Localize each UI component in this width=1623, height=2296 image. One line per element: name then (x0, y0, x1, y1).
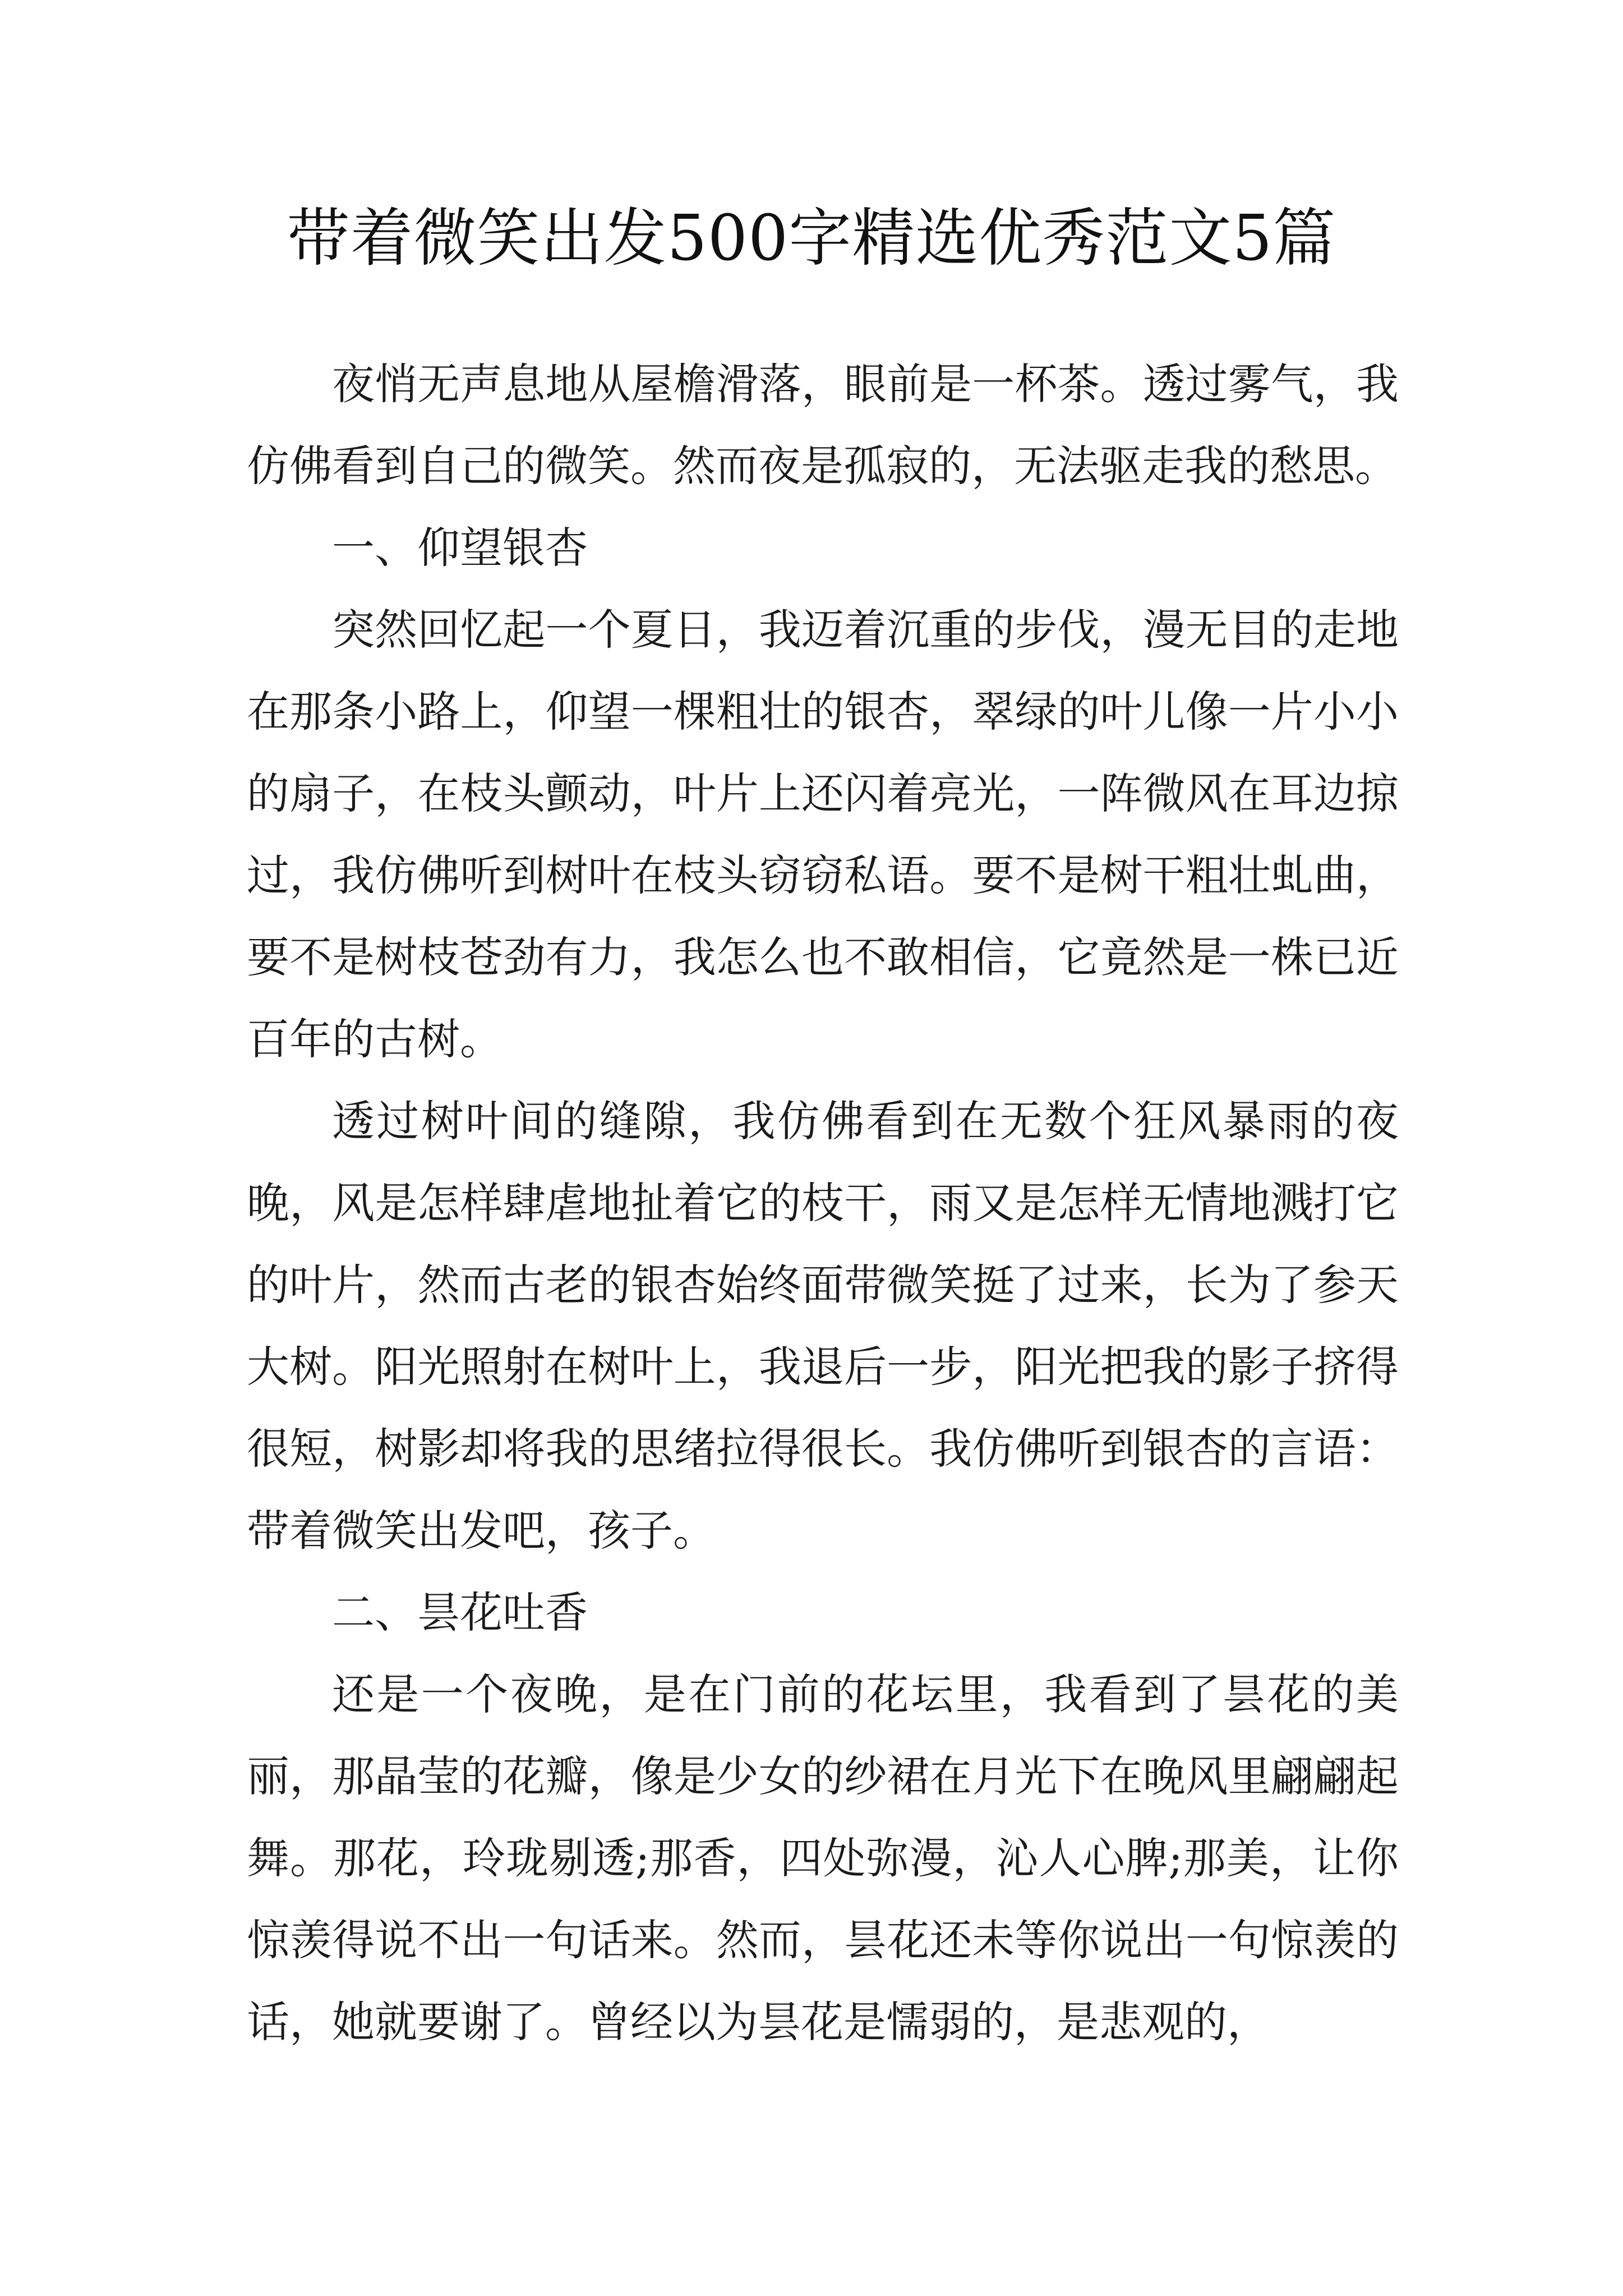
document-title: 带着微笑出发500字精选优秀范文5篇 (287, 202, 1336, 275)
document-body (247, 343, 1399, 2063)
paragraph: 突然回忆起一个夏日，我迈着沉重的步伐，漫无目的走地在那条小路上，仰望一棵粗壮的银杏，翠绿的叶儿像一片小小的扇子，在枝头颤动，叶片上还闪着亮光，一阵微风在耳边掠过，我仿佛听到树叶在枝头窃窃私语。要不是树干粗壮虬曲，要不是树枝苍劲有力，我怎么也不敢相信，它竟然是一株已近百年的古树。 (247, 605, 1399, 1064)
section-heading-2: 二、昙花吐香 (332, 1588, 588, 1637)
paragraph: 还是一个夜晚，是在门前的花坛里，我看到了昙花的美丽，那晶莹的花瓣，像是少女的纱裙在月光下在晚风里翩翩起舞。那花，玲珑剔透;那香，四处弥漫，沁人心脾;那美，让你惊羡得说不出一句话来。然而，昙花还未等你说出一句惊羡的话，她就要谢了。曾经以为昙花是懦弱的，是悲观的， (247, 1669, 1399, 2047)
section-heading-1: 一、仰望银杏 (332, 523, 588, 573)
paragraph: 透过树叶间的缝隙，我仿佛看到在无数个狂风暴雨的夜晚，风是怎样肆虐地扯着它的枝干，雨又是怎样无情地溅打它的叶片，然而古老的银杏始终面带微笑挺了过来，长为了参天大树。阳光照射在树叶上，我退后一步，阳光把我的影子挤得很短，树影却将我的思绪拉得很长。我仿佛听到银杏的言语：带着微笑出发吧，孩子。 (247, 1096, 1399, 1556)
paragraph-intro: 夜悄无声息地从屋檐滑落，眼前是一杯茶。透过雾气，我仿佛看到自己的微笑。然而夜是孤寂的，无法驱走我的愁思。 (247, 359, 1399, 491)
